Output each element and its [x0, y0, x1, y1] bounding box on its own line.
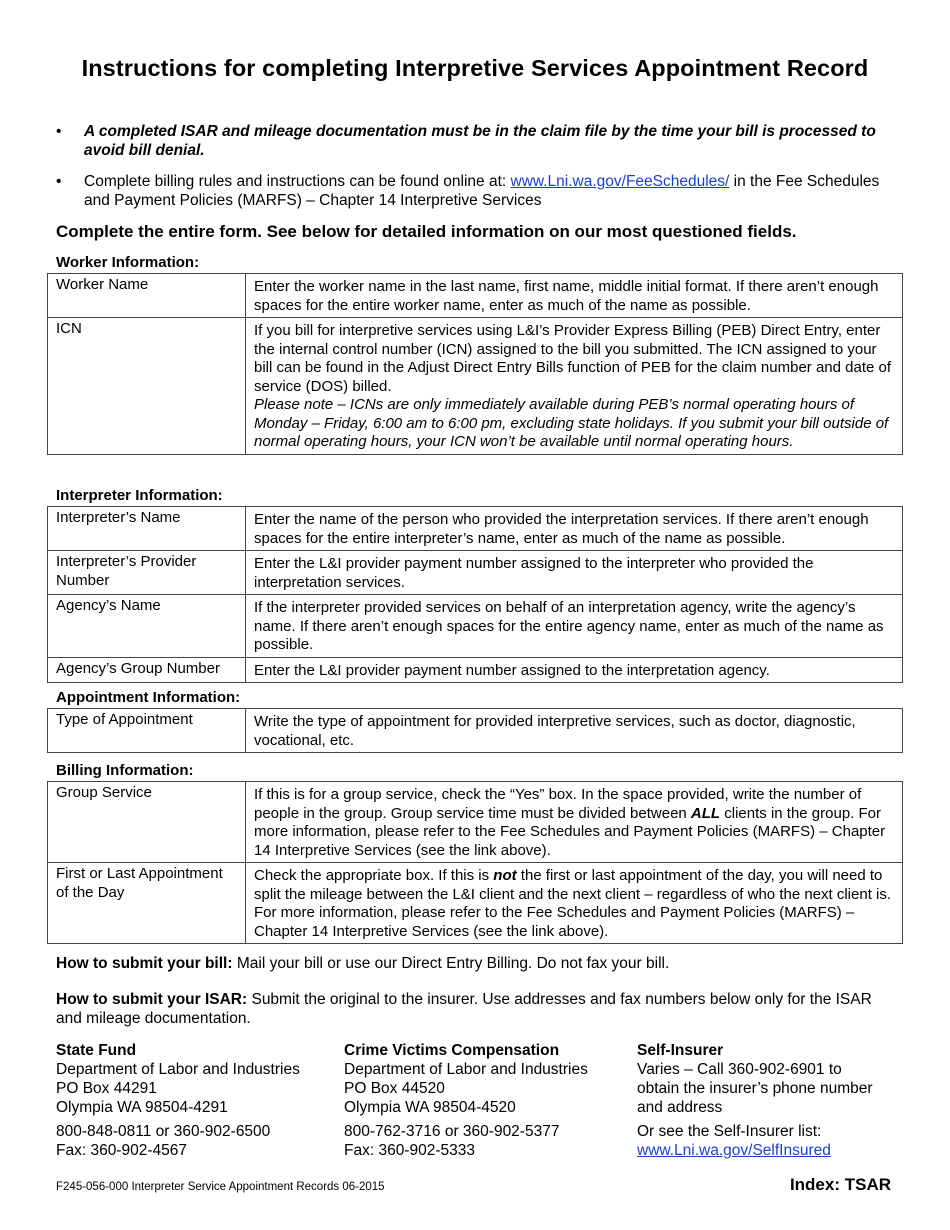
field-name: Agency’s Name	[48, 595, 246, 658]
field-description: Enter the name of the person who provided the interpretation services. If there aren’t enough spaces for the entire interpreter’s name, enter as much of the name as possible.	[246, 507, 903, 551]
contact-line: Varies – Call 360-902-6901 to	[637, 1061, 842, 1078]
submit-bill-text: Mail your bill or use our Direct Entry Billing. Do not fax your bill.	[232, 955, 670, 972]
table-row	[48, 709, 903, 753]
contact-heading: Self-Insurer	[637, 1042, 724, 1059]
field-description: Enter the worker name in the last name, first name, middle initial format. If there aren’t enough spaces for the entire worker name, enter as much of the name as possible.	[246, 274, 903, 318]
table-row	[48, 782, 903, 863]
field-description: Write the type of appointment for provided interpretive services, such as doctor, diagnostic, vocational, etc.	[246, 709, 903, 753]
field-description	[246, 318, 903, 455]
submit-isar-paragraph	[56, 990, 886, 1028]
contact-line: and address	[637, 1099, 723, 1116]
field-name: Type of Appointment	[48, 709, 246, 753]
group-service-text: If this is for a group service, check the “Yes” box. In the space provided, write the number of people in the group. Group service time must be divided between	[254, 786, 862, 822]
billing-info-table	[47, 781, 903, 944]
self-insured-link[interactable]: www.Lni.wa.gov/SelfInsured	[637, 1142, 831, 1159]
table-row	[48, 863, 903, 944]
bullet-dot: •	[56, 173, 62, 190]
worker-info-label: Worker Information:	[56, 254, 200, 271]
table-row	[48, 657, 903, 683]
field-name: Interpreter’s Name	[48, 507, 246, 551]
icn-note: Please note – ICNs are only immediately available during PEB’s normal operating hours of Monday – Friday, 6:00 am to 6:00 pm, excluding state holidays. If you submit your bill outside of normal operating hours, your ICN won’t be available until normal operating hours.	[254, 396, 889, 450]
contact-line: PO Box 44291	[56, 1080, 157, 1097]
contact-state-fund	[56, 1041, 300, 1160]
contact-line: Or see the Self-Insurer list:	[637, 1123, 822, 1140]
field-name: ICN	[48, 318, 246, 455]
first-last-text-tail: the first or last appointment of the day, you will need to split the mileage between the L&I client and the next client – regardless of who the next client is. For more information, please refer to the Fee Schedules and Payment Policies (MARFS) – Chapter 14 Interpretive Services (see the link above).	[254, 867, 892, 940]
table-row	[48, 507, 903, 551]
bullet-list	[56, 122, 886, 222]
table-row	[48, 318, 903, 455]
contact-heading: Crime Victims Compensation	[344, 1042, 560, 1059]
bullet-text-tail: in the Fee Schedules and Payment Policies (MARFS) – Chapter 14 Interpretive Services	[84, 173, 880, 209]
table-row	[48, 595, 903, 658]
field-description	[246, 782, 903, 863]
table-row	[48, 274, 903, 318]
contact-fax: Fax: 360-902-4567	[56, 1142, 187, 1159]
contact-line: Olympia WA 98504-4520	[344, 1099, 516, 1116]
field-name: Worker Name	[48, 274, 246, 318]
first-last-text: Check the appropriate box. If this is	[254, 867, 494, 884]
contact-line: Department of Labor and Industries	[56, 1061, 300, 1078]
fee-schedules-link[interactable]: www.Lni.wa.gov/FeeSchedules/	[510, 173, 730, 190]
submit-isar-text: Submit the original to the insurer. Use addresses and fax numbers below only for the ISAR and mileage documentation.	[56, 991, 872, 1027]
contact-line: Department of Labor and Industries	[344, 1061, 588, 1078]
group-service-emphasis: ALL	[690, 804, 721, 822]
bullet-dot: •	[56, 123, 62, 140]
submit-isar-label: How to submit your ISAR:	[56, 991, 248, 1008]
field-description: Enter the L&I provider payment number assigned to the interpreter who provided the interpretation services.	[246, 551, 903, 595]
submit-bill-paragraph	[56, 954, 886, 973]
field-name: First or Last Appointment of the Day	[48, 863, 246, 944]
table-row	[48, 551, 903, 595]
field-name: Agency’s Group Number	[48, 657, 246, 683]
contact-line: obtain the insurer’s phone number	[637, 1080, 873, 1097]
billing-info-label: Billing Information:	[56, 762, 194, 779]
form-number: F245-056-000 Interpreter Service Appointment Records 06-2015	[56, 1181, 385, 1193]
contact-line: PO Box 44520	[344, 1080, 445, 1097]
field-name: Group Service	[48, 782, 246, 863]
field-description	[246, 863, 903, 944]
bullet-text: A completed ISAR and mileage documentation must be in the claim file by the time your bill is processed to avoid bill denial.	[84, 123, 876, 159]
appointment-info-table	[47, 708, 903, 753]
index-label: Index: TSAR	[789, 1175, 891, 1194]
interpreter-info-label: Interpreter Information:	[56, 487, 223, 504]
contact-crime-victims	[344, 1041, 588, 1160]
form-instruction-heading: Complete the entire form. See below for detailed information on our most questioned fields.	[56, 222, 797, 241]
contact-heading: State Fund	[56, 1042, 137, 1059]
bullet-item	[56, 122, 886, 160]
contact-self-insurer	[637, 1041, 873, 1160]
group-service-text-tail: clients in the group. For more information, please refer to the Fee Schedules and Payment Policies (MARFS) – Chapter 14 Interpretive Services (see the link above).	[254, 804, 886, 859]
page-title: Instructions for completing Interpretive Services Appointment Record	[81, 55, 869, 81]
first-last-emphasis: not	[493, 867, 517, 884]
interpreter-info-table	[47, 506, 903, 683]
bullet-item	[56, 172, 886, 210]
contact-phone: 800-848-0811 or 360-902-6500	[56, 1123, 271, 1140]
contact-fax: Fax: 360-902-5333	[344, 1142, 475, 1159]
contact-line: Olympia WA 98504-4291	[56, 1099, 228, 1116]
field-name: Interpreter’s Provider Number	[48, 551, 246, 595]
appointment-info-label: Appointment Information:	[56, 689, 241, 706]
field-description: If the interpreter provided services on behalf of an interpretation agency, write the agency’s name. If there aren’t enough spaces for the entire agency name, enter as much of the name as possible.	[246, 595, 903, 658]
worker-info-table	[47, 273, 903, 455]
icn-description: If you bill for interpretive services using L&I’s Provider Express Billing (PEB) Direct Entry, enter the internal control number (ICN) assigned to the bill you submitted. The ICN assigned to your bill can be found in the Adjust Direct Entry Bills function of PEB for the claim number and date of service (DOS) billed.	[254, 322, 892, 395]
submit-bill-label: How to submit your bill:	[56, 955, 233, 972]
contact-phone: 800-762-3716 or 360-902-5377	[344, 1123, 560, 1140]
bullet-text: Complete billing rules and instructions can be found online at:	[84, 173, 511, 190]
field-description: Enter the L&I provider payment number assigned to the interpretation agency.	[246, 657, 903, 683]
